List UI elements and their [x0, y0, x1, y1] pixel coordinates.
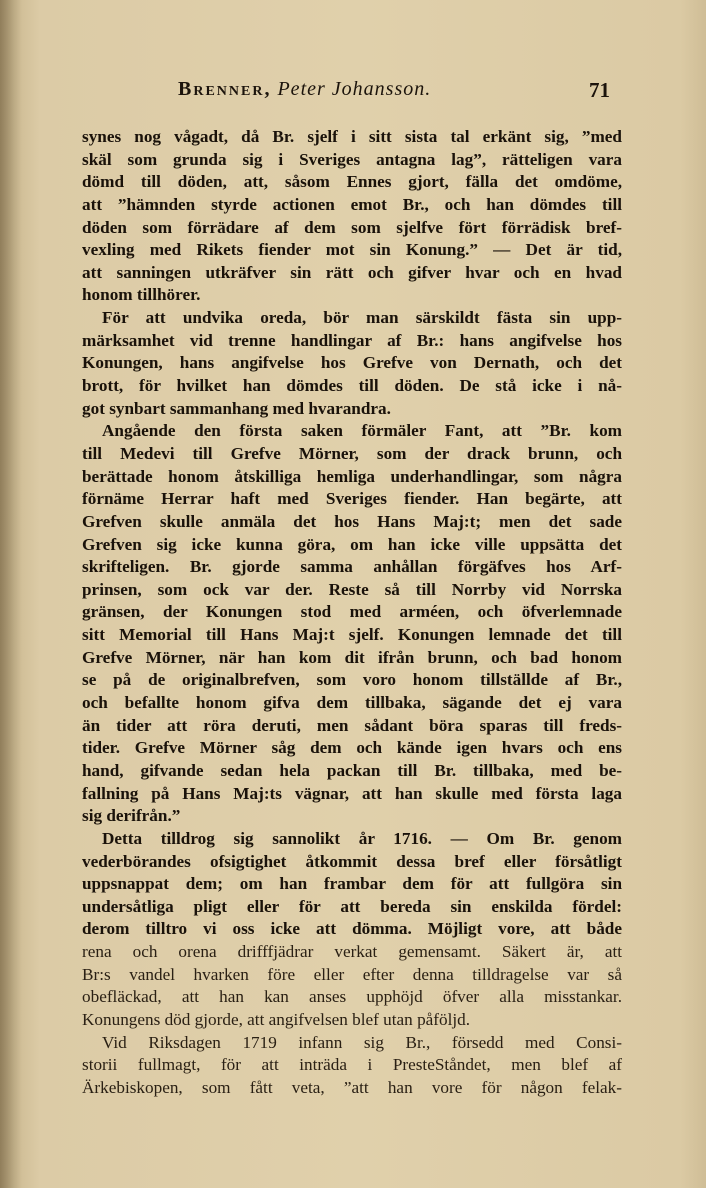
text-line: förnäme Herrar haft med Sveriges fiender. Han begärte, att	[82, 489, 622, 509]
text-line: Konungen, hans angifvelse hos Grefve von Dernath, och det	[82, 353, 622, 373]
running-title-surname: Brenner,	[178, 78, 272, 100]
page-spine-shadow	[0, 0, 22, 1188]
text-line: Grefven sig icke kunna göra, om han icke ville uppsätta det	[82, 534, 622, 554]
text-line: vederbörandes ofsigtighet åtkommit dessa bref eller försåtligt	[82, 851, 622, 871]
text-line: derom tilltro vi oss icke att dömma. Möjligt vore, att både	[82, 919, 622, 939]
text-line: se på de originalbrefven, som voro honom tillställde af Br.,	[82, 670, 622, 690]
text-line: berättade honom åtskilliga hemliga underhandlingar, som några	[82, 466, 622, 486]
text-line: Vid Riksdagen 1719 infann sig Br., försedd med Consi-	[102, 1032, 622, 1052]
text-line: För att undvika oreda, bör man särskildt fästa sin upp-	[102, 308, 622, 328]
text-line: sitt Memorial till Hans Maj:t sjelf. Konungen lemnade det till	[82, 625, 622, 645]
text-line: undersåtliga pligt eller för att bereda sin enskilda fördel:	[82, 896, 622, 916]
text-line: döden som förrädare af dem som sjelfve fört förrädisk bref-	[82, 217, 622, 237]
text-line: märksamhet vid trenne handlingar af Br.: hans angifvelse hos	[82, 330, 622, 350]
text-line: och befallte honom gifva dem tillbaka, sägande det ej vara	[82, 693, 622, 713]
text-line: Ärkebiskopen, som fått veta, ”att han vore för någon felak-	[82, 1077, 622, 1097]
text-line: Detta tilldrog sig sannolikt år 1716. — Om Br. genom	[102, 828, 622, 848]
text-line: hand, gifvande sedan hela packan till Br. tillbaka, med be-	[82, 760, 622, 780]
text-line: Br:s vandel hvarken före eller efter denna tilldragelse var så	[82, 964, 622, 984]
text-line: Grefven skulle anmäla det hos Hans Maj:t; men det sade	[82, 511, 622, 531]
running-title	[178, 78, 431, 101]
text-line: dömd till döden, att, såsom Ennes gjort, fälla det omdöme,	[82, 172, 622, 192]
text-line: Angående den första saken förmäler Fant, att ”Br. kom	[102, 421, 622, 441]
text-line: tider. Grefve Mörner såg dem och kände igen hvars och ens	[82, 738, 622, 758]
text-line: skäl som grunda sig i Sveriges antagna lag”, rätteligen vara	[82, 149, 622, 169]
text-line: att sanningen utkräfver sin rätt och gifver hvar och en hvad	[82, 262, 622, 282]
text-line: storii fullmagt, för att inträda i PresteStåndet, men blef af	[82, 1055, 622, 1075]
text-line: till Medevi till Grefve Mörner, som der drack brunn, och	[82, 443, 622, 463]
text-line: honom tillhörer.	[82, 285, 201, 305]
running-header	[82, 78, 622, 110]
text-line: gränsen, der Konungen stod med arméen, och öfverlemnade	[82, 602, 622, 622]
running-title-given: Peter Johansson.	[277, 78, 432, 100]
text-line: Konungens död gjorde, att angifvelsen blef utan påföljd.	[82, 1009, 471, 1029]
text-line: än tider att röra deruti, men sådant böra sparas till freds-	[82, 715, 622, 735]
text-line: prinsen, som ock var der. Reste så till Norrby vid Norrska	[82, 579, 622, 599]
text-line: brott, för hvilket han dömdes till döden. De stå icke i nå-	[82, 376, 622, 396]
text-line: obefläckad, att han kan anses upphöjd öfver alla misstankar.	[82, 987, 622, 1007]
text-line: att ”hämnden styrde actionen emot Br., och han dömdes till	[82, 194, 622, 214]
text-line: Grefve Mörner, när han kom dit ifrån brunn, och bad honom	[82, 647, 622, 667]
text-line: fallning på Hans Maj:ts vägnar, att han skulle med första laga	[82, 783, 622, 803]
text-line: synes nog vågadt, då Br. sjelf i sitt sista tal erkänt sig, ”med	[82, 127, 622, 146]
text-line: vexling med Rikets fiender mot sin Konung.” — Det är tid,	[82, 240, 622, 260]
text-line: skrifteligen. Br. gjorde samma anhållan förgäfves hos Arf-	[82, 557, 622, 577]
body-text	[82, 126, 622, 1100]
text-line: uppsnappat dem; om han frambar dem för att fullgöra sin	[82, 874, 622, 894]
text-line: got synbart sammanhang med hvarandra.	[82, 398, 391, 418]
text-line: rena och orena drifffjädrar verkat gemensamt. Säkert är, att	[82, 942, 622, 962]
page-number: 71	[589, 78, 610, 102]
text-line: sig derifrån.”	[82, 806, 181, 826]
